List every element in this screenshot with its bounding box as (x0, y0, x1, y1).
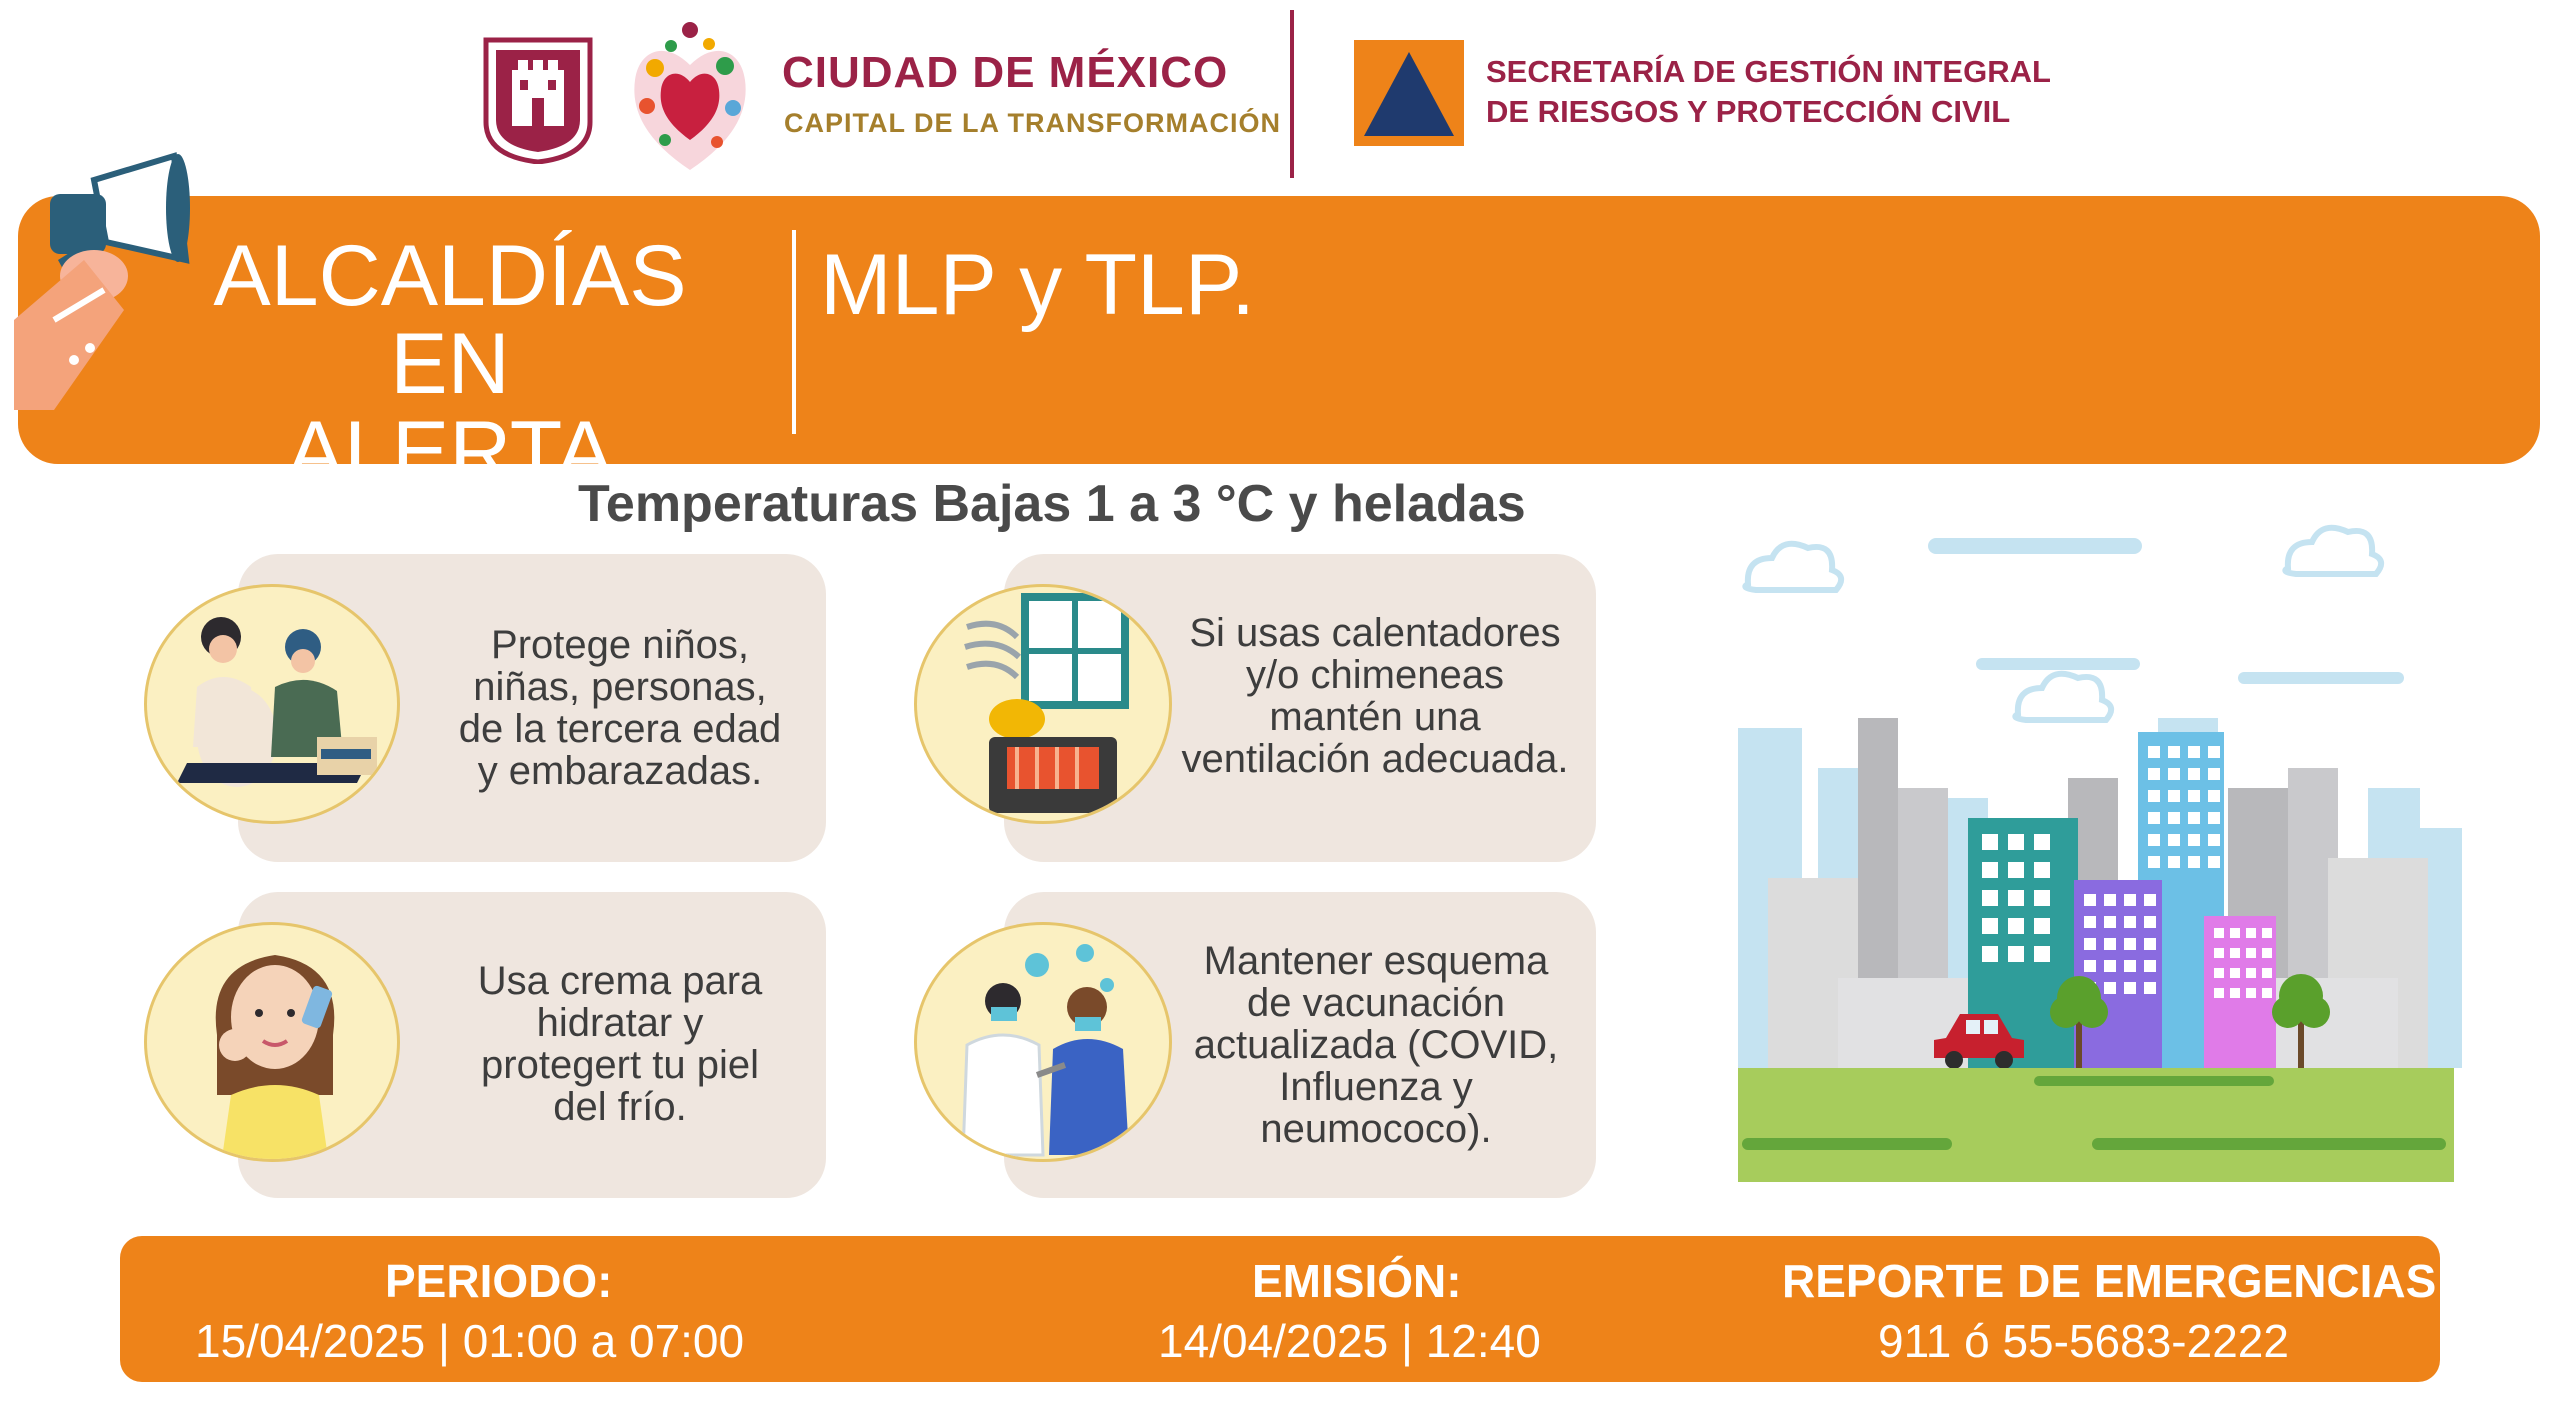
skin-cream-icon (144, 922, 400, 1162)
cdmx-subtitle: CAPITAL DE LA TRANSFORMACIÓN (784, 108, 1281, 138)
text-line: y/o chimeneas (1246, 653, 1504, 697)
period-value: 15/04/2025 | 01:00 a 07:00 (195, 1315, 745, 1367)
alert-title (150, 228, 750, 500)
alert-subtitle: Temperaturas Bajas 1 a 3 °C y heladas (578, 475, 1526, 533)
city-illustration (1728, 518, 2464, 1188)
agency-name-line2: DE RIESGOS Y PROTECCIÓN CIVIL (1486, 94, 2011, 129)
emergency-phone: 911 ó 55-5683-2222 (1878, 1315, 2289, 1367)
text-line: Si usas calentadores (1189, 611, 1561, 655)
alert-title-line1: ALCALDÍAS EN (213, 228, 687, 412)
text-line: hidratar y (536, 1001, 704, 1045)
recommendation-text (1166, 904, 1586, 1186)
vaccination-icon (914, 922, 1172, 1162)
text-line: actualizada (COVID, (1193, 1023, 1559, 1067)
period-label: PERIODO: (385, 1255, 613, 1307)
banner-divider (792, 230, 796, 434)
emission-value: 14/04/2025 | 12:40 (1158, 1315, 1541, 1367)
cdmx-heart-logo (625, 10, 755, 175)
agency-name-line1: SECRETARÍA DE GESTIÓN INTEGRAL (1486, 54, 2051, 89)
civil-protection-logo (1354, 40, 1464, 146)
recommendation-text (1160, 566, 1590, 826)
text-line: de la tercera edad (458, 707, 782, 751)
text-line: mantén una (1269, 695, 1481, 739)
emergency-label: REPORTE DE EMERGENCIAS: (1782, 1255, 2452, 1307)
text-line: Protege niños, (491, 623, 749, 667)
recommendation-text (420, 904, 820, 1184)
text-line: ventilación adecuada. (1181, 737, 1569, 781)
alert-title-line2: ALERTA (286, 404, 614, 500)
caregiver-icon (144, 584, 400, 824)
text-line: Mantener esquema (1203, 939, 1549, 983)
text-line: de vacunación (1247, 981, 1505, 1025)
text-line: Usa crema para (477, 959, 763, 1003)
header-divider (1290, 10, 1294, 178)
heater-window-icon (914, 584, 1172, 824)
emission-label: EMISIÓN: (1252, 1255, 1462, 1307)
text-line: Influenza y (1279, 1065, 1473, 1109)
alcaldias-list: MLP y TLP. (820, 237, 1256, 333)
cdmx-shield-logo (482, 36, 594, 164)
text-line: protegert tu piel (481, 1043, 759, 1087)
recommendation-text (420, 566, 820, 850)
cdmx-title: CIUDAD DE MÉXICO (782, 48, 1229, 97)
text-line: del frío. (553, 1085, 687, 1129)
text-line: niñas, personas, (473, 665, 767, 709)
text-line: neumococo). (1260, 1107, 1492, 1151)
text-line: y embarazadas. (477, 749, 763, 793)
